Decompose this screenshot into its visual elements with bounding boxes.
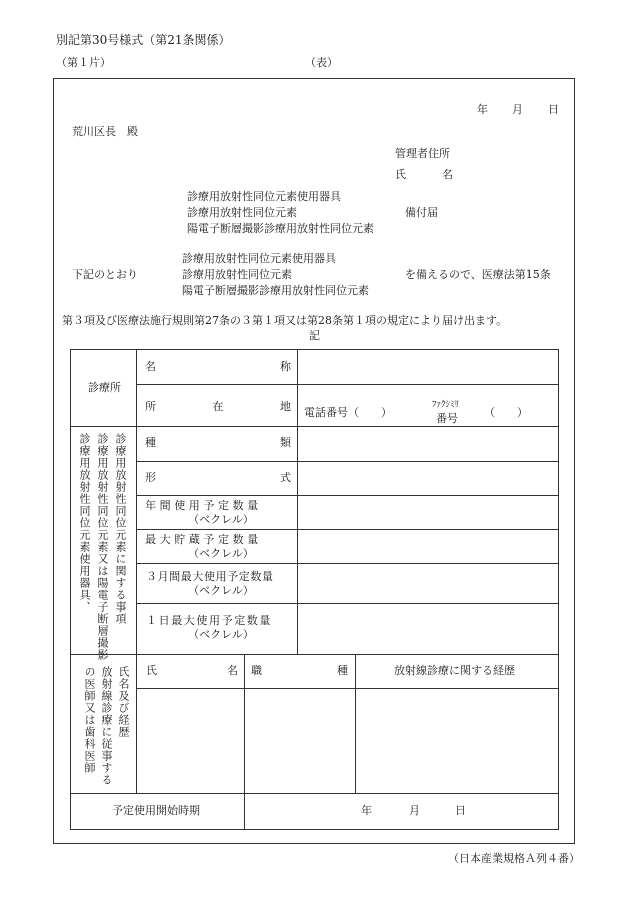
item1-pet-isotope: 陽電子断層撮影診療用放射性同位元素: [187, 222, 374, 235]
doctor-header-col2: 放射線診療に従事する: [100, 666, 113, 786]
isotope-header-col3: 診療用放射性同位元素に関する事項: [114, 433, 127, 625]
fax-label-bottom: 番号: [436, 412, 458, 425]
date-year: 年: [477, 103, 488, 116]
addressee: 荒川区長 殿: [72, 125, 138, 138]
item2-instrument: 診療用放射性同位元素使用器具: [182, 252, 336, 265]
fax-label-top: ﾌｧｸｼﾐﾘ: [432, 400, 460, 410]
item2-isotope: 診療用放射性同位元素: [182, 268, 292, 281]
body-line: 第３項及び医療法施行規則第27条の３第１項又は第28条第１項の規定により届け出ます。: [62, 314, 508, 327]
form-title: 別記第30号様式（第21条関係）: [56, 33, 231, 47]
type-label: 種 類: [145, 436, 291, 449]
doctor-header-col3: 氏名及び経歴: [117, 666, 130, 738]
date-day: 日: [548, 103, 559, 116]
max-storage-unit: （ベクレル）: [188, 547, 254, 560]
side-label: （表）: [305, 56, 338, 69]
manager-name-char1: 氏: [395, 168, 406, 181]
page-label: （第１片）: [56, 56, 111, 69]
name-label: 名 称: [145, 360, 291, 373]
footer-note: （日本産業規格Ａ列４番）: [448, 852, 580, 865]
form-label: 形 式: [145, 471, 291, 484]
isotope-header-col1: 診療用放射性同位元素使用器具、: [78, 433, 91, 613]
location-label: 所 在 地: [145, 400, 291, 413]
doctor-job-label: 職 種: [251, 664, 348, 677]
start-month: 月: [409, 804, 420, 817]
report-word: 備付届: [405, 206, 438, 219]
intro-prefix: 下記のとおり: [72, 268, 138, 281]
manager-name-char2: 名: [442, 168, 453, 181]
manager-address-label: 管理者住所: [395, 147, 450, 160]
doctor-career-label: 放射線診療に関する経歴: [394, 664, 515, 677]
max-storage-label: 最大貯蔵予定数量: [145, 533, 262, 546]
item1-isotope: 診療用放射性同位元素: [187, 206, 297, 219]
fax-paren: （ ）: [484, 406, 528, 419]
daily-qty-label: １日最大使用予定数量: [146, 614, 272, 627]
three-month-qty-label: ３月間最大使用予定数量: [146, 570, 274, 583]
phone-label: 電話番号（ ）: [304, 406, 392, 419]
start-day: 日: [455, 804, 466, 817]
daily-qty-unit: （ベクレル）: [188, 628, 254, 641]
intro-suffix: を備えるので、医療法第15条: [405, 268, 551, 281]
ki-label: 記: [309, 329, 320, 342]
start-year: 年: [361, 804, 372, 817]
start-label: 予定使用開始時期: [112, 804, 200, 817]
doctor-header-col1: の医師又は歯科医師: [83, 666, 96, 774]
annual-qty-label: 年間使用予定数量: [145, 499, 262, 512]
item2-pet-isotope: 陽電子断層撮影診療用放射性同位元素: [182, 284, 369, 297]
item1-instrument: 診療用放射性同位元素使用器具: [187, 190, 341, 203]
date-month: 月: [512, 103, 523, 116]
three-month-qty-unit: （ベクレル）: [188, 584, 254, 597]
isotope-header-col2: 診療用放射性同位元素又は陽電子断層撮影: [96, 433, 109, 661]
annual-qty-unit: （ベクレル）: [188, 513, 254, 526]
doctor-name-label: 氏 名: [146, 664, 238, 677]
clinic-header: 診療所: [88, 381, 121, 394]
